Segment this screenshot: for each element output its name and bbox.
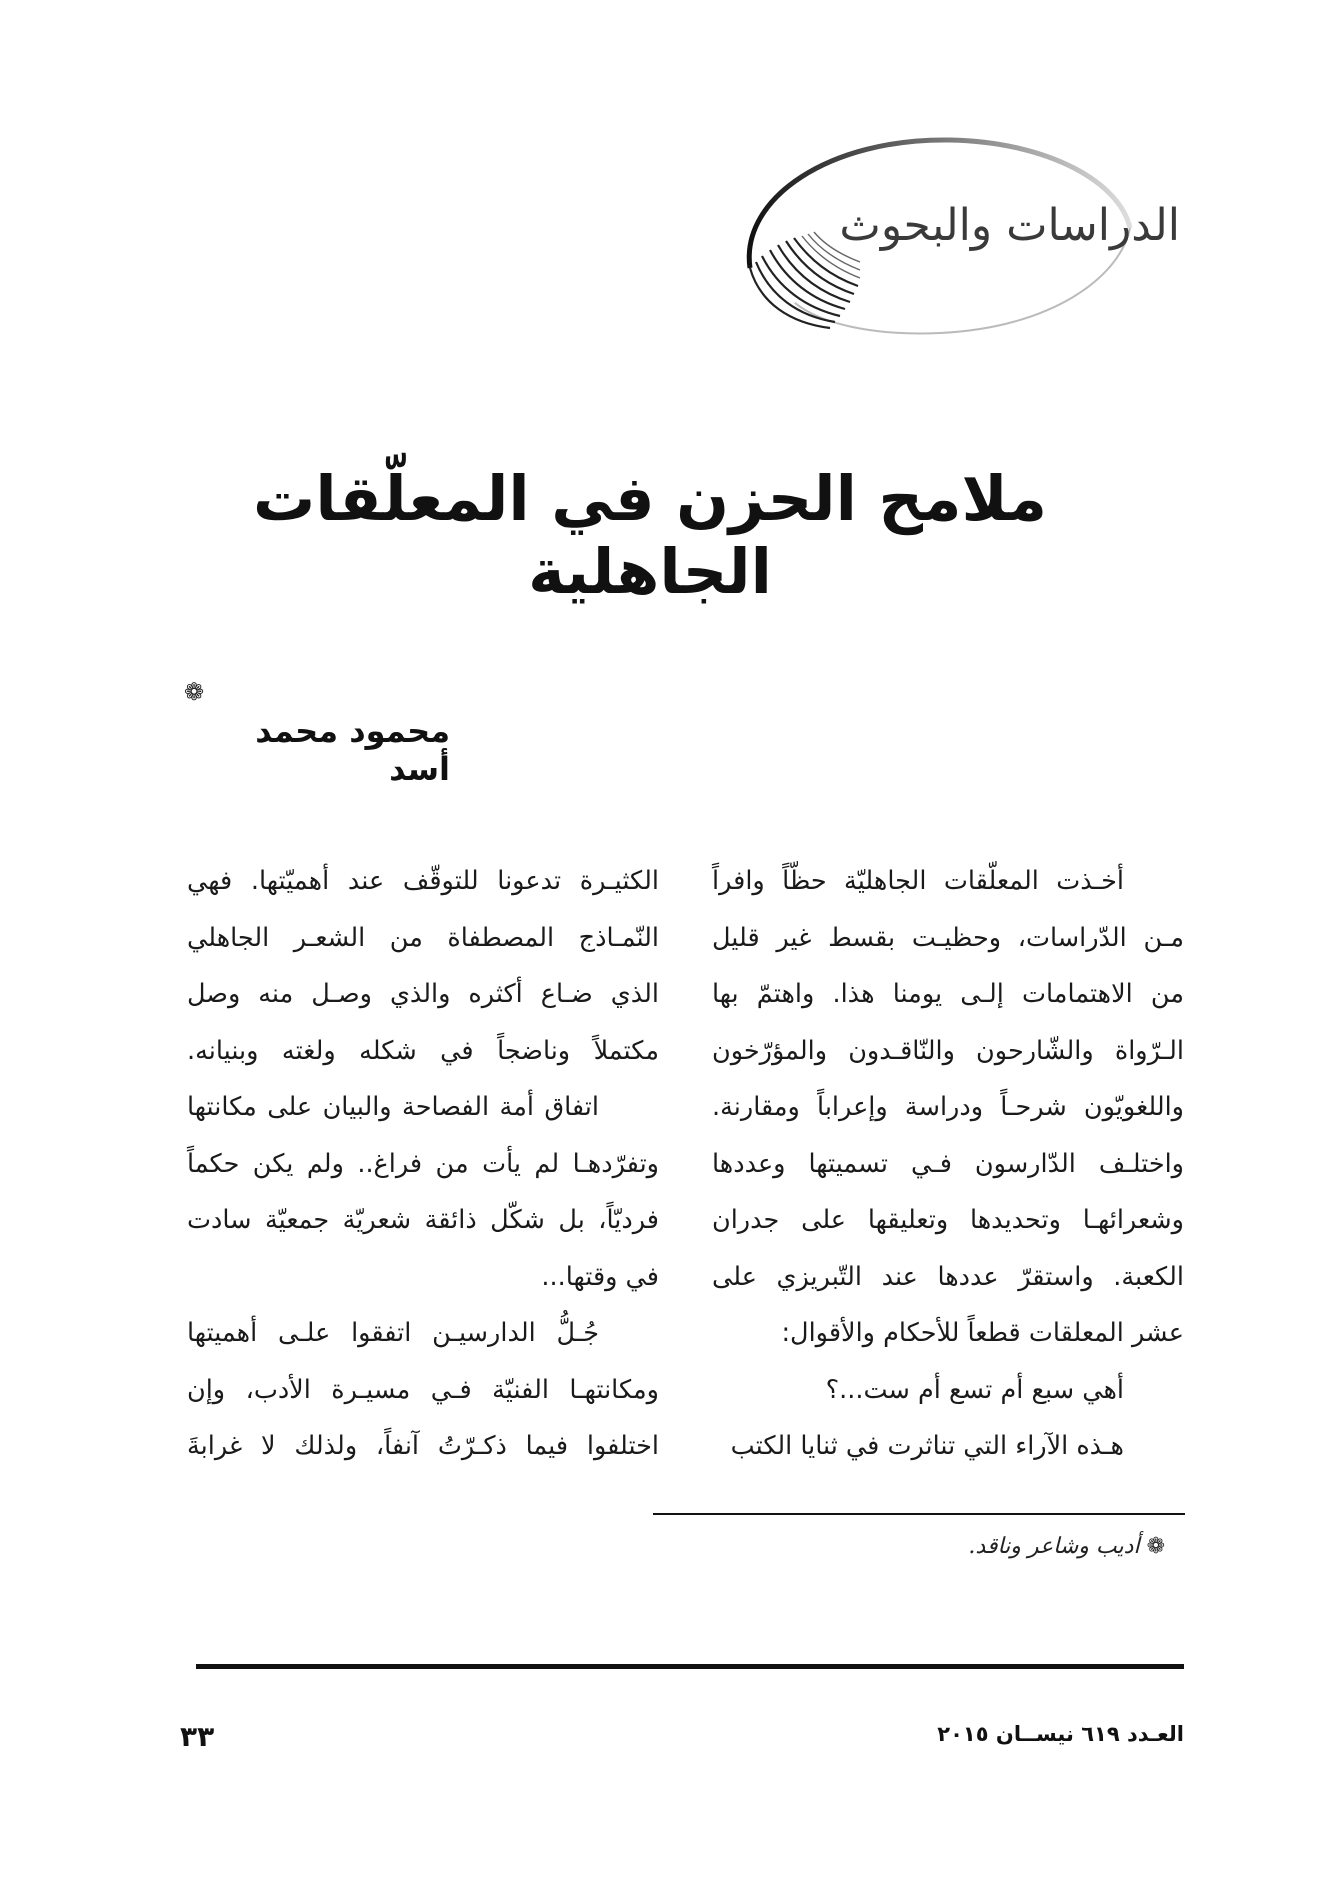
column-left [187,853,659,1475]
footnote-divider [653,1513,1185,1515]
footnote-text: أديب وشاعر وناقد. [968,1534,1140,1559]
paragraph-line: أهي سبع أم تسع أم ست...؟ [825,1374,1124,1405]
paragraph-line: عشر المعلقات قطعاً للأحكام والأقوال: [781,1318,1184,1348]
paragraph-line: مكتملاً وناضجاً في شكله ولغته وبنيانه. [187,1035,659,1066]
paragraph-line: اختلفوا فيما ذكـرّتُ آنفاً، ولذلك لا غرابةَ [187,1431,659,1461]
paragraph-line: من الاهتمامات إلـى يومنا هذا. واهتمّ بها [712,979,1184,1009]
paragraph-line: الذي ضـاع أكثره والذي وصـل منه وصل [187,979,659,1009]
column-right [712,853,1184,1475]
paragraph-line: أخـذت المعلّقات الجاهليّة حظّاً وافراً [712,866,1124,896]
article-author: محمود محمد أسد [255,712,450,788]
paragraph-line: هـذه الآراء التي تناثرت في ثنايا الكتب [730,1431,1124,1461]
footnote-flower-icon: ❁ [1146,1534,1165,1559]
paragraph-line: فرديّاً، بل شكّل ذائقة شعريّة جمعيّة سادت [187,1205,659,1235]
paragraph-line: اتفاق أمة الفصاحة والبيان على مكانتها [187,1092,599,1122]
page-number: ٣٣ [180,1720,215,1753]
paragraph-line: واللغويّون شرحـاً ودراسة وإعراباً ومقارنة. [712,1092,1184,1122]
paragraph-line: مـن الدّراسات، وحظيـت بقسط غير قليل [712,922,1184,953]
paragraph-line: في وقتها... [541,1261,659,1292]
paragraph-line: وشعرائهـا وتحديدها وتعليقها على جدران [712,1205,1184,1235]
paragraph-line: ومكانتهـا الفنيّة فـي مسيـرة الأدب، وإن [187,1374,659,1405]
issue-info: العـدد ٦١٩ نيســان ٢٠١٥ [937,1722,1184,1746]
paragraph-line: النّمـاذج المصطفاة من الشعـر الجاهلي [187,922,659,953]
article-title: ملامح الحزن في المعلّقات الجاهلية [253,462,1047,608]
paragraph-line: واختلـف الدّارسون فـي تسميتها وعددها [712,1148,1184,1179]
paragraph-line: جُـلُّ الدارسيـن اتفقوا علـى أهميتها [187,1318,599,1348]
paragraph-line: وتفرّدهـا لم يأت من فراغ.. ولم يكن حكماً [187,1148,659,1179]
section-logo [720,128,1180,338]
author-flower-icon: ❁ [184,678,205,706]
paragraph-line: الكثيـرة تدعونا للتوقّف عند أهميّتها. فهي [187,866,659,896]
paragraph-line: الـرّواة والشّارحون والنّاقـدون والمؤرّخون [712,1035,1184,1066]
footer-divider [196,1664,1184,1669]
section-logo-text: الدراسات والبحوث [839,200,1180,251]
paragraph-line: الكعبة. واستقرّ عددها عند التّبريزي على [712,1261,1184,1292]
footnote [700,1534,1165,1559]
